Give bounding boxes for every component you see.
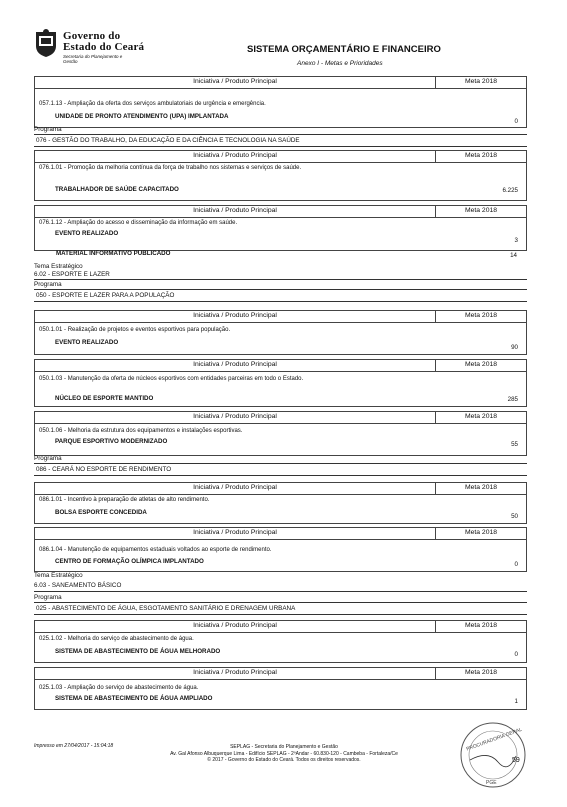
programa-label: Programa [34, 594, 62, 601]
column-header-meta: Meta 2018 [435, 483, 526, 494]
program-name: 076 - GESTÃO DO TRABALHO, DA EDUCAÇÃO E DA CIÊNCIA E TECNOLOGIA NA SAÚDE [36, 137, 300, 144]
programa-label: Programa [34, 455, 62, 462]
report-subtitle: Anexo I - Metas e Prioridades [297, 60, 383, 67]
column-header-initiative: Iniciativa / Produto Principal [193, 361, 277, 368]
initiative-description: 076.1.01 - Promoção da melhoria contínua da força de trabalho nos sistemas e serviços de saúde. [39, 165, 302, 171]
stamp-text: PGE [486, 780, 497, 786]
meta-value: 14 [510, 252, 517, 259]
product-name: CENTRO DE FORMAÇÃO OLÍMPICA IMPLANTADO [55, 558, 204, 565]
initiative-box [34, 667, 527, 710]
government-name-line2: Estado do Ceará [63, 41, 145, 53]
column-header-initiative: Iniciativa / Produto Principal [193, 78, 277, 85]
box-header [35, 77, 526, 89]
column-header-meta: Meta 2018 [435, 528, 526, 539]
meta-value: 0 [514, 651, 518, 658]
column-header-meta: Meta 2018 [435, 151, 526, 162]
column-header-meta: Meta 2018 [435, 412, 526, 423]
meta-value: 1 [514, 698, 518, 705]
page-number: 59 [512, 757, 520, 764]
product-name: PARQUE ESPORTIVO MODERNIZADO [55, 438, 168, 445]
secretariat-name: Secretaria do Planejamento e Gestão [63, 54, 123, 64]
footer-line: SEPLAG - Secretaria do Planejamento e Gestão [230, 744, 338, 750]
initiative-description: 025.1.03 - Ampliação do serviço de abastecimento de água. [39, 685, 199, 691]
meta-value: 50 [511, 513, 518, 520]
program-name: 086 - CEARÁ NO ESPORTE DE RENDIMENTO [36, 466, 172, 473]
box-header [35, 621, 526, 633]
government-name-line1: Governo do [63, 30, 121, 42]
meta-value: 55 [511, 441, 518, 448]
program-name: 025 - ABASTECIMENTO DE ÁGUA, ESGOTAMENTO SANITÁRIO E DRENAGEM URBANA [36, 605, 296, 612]
divider [34, 146, 527, 147]
initiative-box [34, 527, 527, 572]
program-name: 050 - ESPORTE E LAZER PARA A POPULAÇÃO [36, 292, 175, 299]
column-header-initiative: Iniciativa / Produto Principal [193, 622, 277, 629]
initiative-description: 086.1.01 - Incentivo à preparação de atletas de alto rendimento. [39, 497, 210, 503]
divider [34, 463, 527, 464]
initiative-box [34, 411, 527, 456]
report-title: SISTEMA ORÇAMENTÁRIO E FINANCEIRO [247, 44, 441, 55]
print-timestamp: Impresso em 27/04/2017 - 15:04:18 [34, 743, 114, 749]
product-name: BOLSA ESPORTE CONCEDIDA [55, 509, 147, 516]
product-name: TRABALHADOR DE SAÚDE CAPACITADO [55, 186, 179, 193]
footer-address [114, 744, 454, 764]
product-name: NÚCLEO DE ESPORTE MANTIDO [55, 395, 154, 402]
initiative-description: 057.1.13 - Ampliação da oferta dos serviços ambulatoriais de urgência e emergência. [39, 101, 266, 107]
coat-of-arms-logo [32, 28, 60, 58]
column-header-meta: Meta 2018 [435, 206, 526, 217]
box-header [35, 151, 526, 163]
box-header [35, 412, 526, 424]
divider [34, 602, 527, 603]
box-header [35, 483, 526, 495]
column-header-meta: Meta 2018 [435, 668, 526, 679]
column-header-meta: Meta 2018 [435, 77, 526, 88]
product-name: EVENTO REALIZADO [55, 230, 119, 237]
meta-value: 0 [514, 118, 518, 125]
initiative-box [34, 482, 527, 524]
initiative-description: 050.1.06 - Melhoria da estrutura dos equipamentos e instalações esportivas. [39, 428, 243, 434]
product-name: SISTEMA DE ABASTECIMENTO DE ÁGUA MELHORADO [55, 648, 221, 655]
initiative-box [34, 150, 527, 201]
column-header-meta: Meta 2018 [435, 360, 526, 371]
product-name: MATERIAL INFORMATIVO PUBLICADO [56, 250, 171, 257]
meta-value: 3 [514, 237, 518, 244]
column-header-initiative: Iniciativa / Produto Principal [193, 207, 277, 214]
official-stamp [458, 720, 528, 790]
divider [34, 301, 527, 302]
column-header-initiative: Iniciativa / Produto Principal [193, 312, 277, 319]
footer-line: © 2017 - Governo do Estado do Ceará. Todos os direitos reservados. [207, 757, 361, 764]
column-header-meta: Meta 2018 [435, 621, 526, 632]
box-header [35, 206, 526, 218]
product-name: EVENTO REALIZADO [55, 339, 119, 346]
box-header [35, 528, 526, 540]
programa-label: Programa [34, 281, 62, 288]
product-name: UNIDADE DE PRONTO ATENDIMENTO (UPA) IMPLANTADA [55, 113, 229, 120]
initiative-box [34, 76, 527, 128]
column-header-initiative: Iniciativa / Produto Principal [193, 152, 277, 159]
divider [34, 614, 527, 615]
box-header [35, 668, 526, 680]
meta-value: 285 [507, 396, 518, 403]
box-header [35, 311, 526, 323]
divider [34, 289, 527, 290]
initiative-box [34, 205, 527, 251]
initiative-box [34, 620, 527, 663]
initiative-description: 050.1.01 - Realização de projetos e eventos esportivos para população. [39, 327, 231, 333]
footer-line: Av. Gal Afonso Albuquerque Lima - Edifício SEPLAG - 2ºAndar - 60.830-120 - Cambeba - Fortaleza/Ce [170, 750, 398, 757]
divider [34, 591, 527, 592]
divider [34, 134, 527, 135]
initiative-box [34, 359, 527, 407]
meta-value: 90 [511, 344, 518, 351]
column-header-initiative: Iniciativa / Produto Principal [193, 669, 277, 676]
box-header [35, 360, 526, 372]
theme-name: 6.02 - ESPORTE E LAZER [34, 271, 110, 278]
stamp-text: PROCURADORIA GERAL [465, 726, 523, 753]
column-header-initiative: Iniciativa / Produto Principal [193, 529, 277, 536]
column-header-meta: Meta 2018 [435, 311, 526, 322]
initiative-description: 050.1.03 - Manutenção da oferta de núcleos esportivos com entidades parceiras em todo o Estado. [39, 376, 304, 382]
product-name: SISTEMA DE ABASTECIMENTO DE ÁGUA AMPLIADO [55, 695, 213, 702]
tema-label: Tema Estratégico [34, 572, 83, 579]
initiative-description: 025.1.02 - Melhoria do serviço de abastecimento de água. [39, 636, 194, 642]
divider [34, 475, 527, 476]
meta-value: 0 [514, 561, 518, 568]
column-header-initiative: Iniciativa / Produto Principal [193, 413, 277, 420]
programa-label: Programa [34, 126, 62, 133]
initiative-box [34, 310, 527, 355]
tema-label: Tema Estratégico [34, 263, 83, 270]
initiative-description: 076.1.12 - Ampliação do acesso e disseminação da informação em saúde. [39, 220, 238, 226]
meta-value: 6.225 [502, 187, 518, 194]
theme-name: 6.03 - SANEAMENTO BÁSICO [34, 582, 122, 589]
initiative-description: 086.1.04 - Manutenção de equipamentos estaduais voltados ao esporte de rendimento. [39, 547, 272, 553]
column-header-initiative: Iniciativa / Produto Principal [193, 484, 277, 491]
divider [34, 279, 527, 280]
